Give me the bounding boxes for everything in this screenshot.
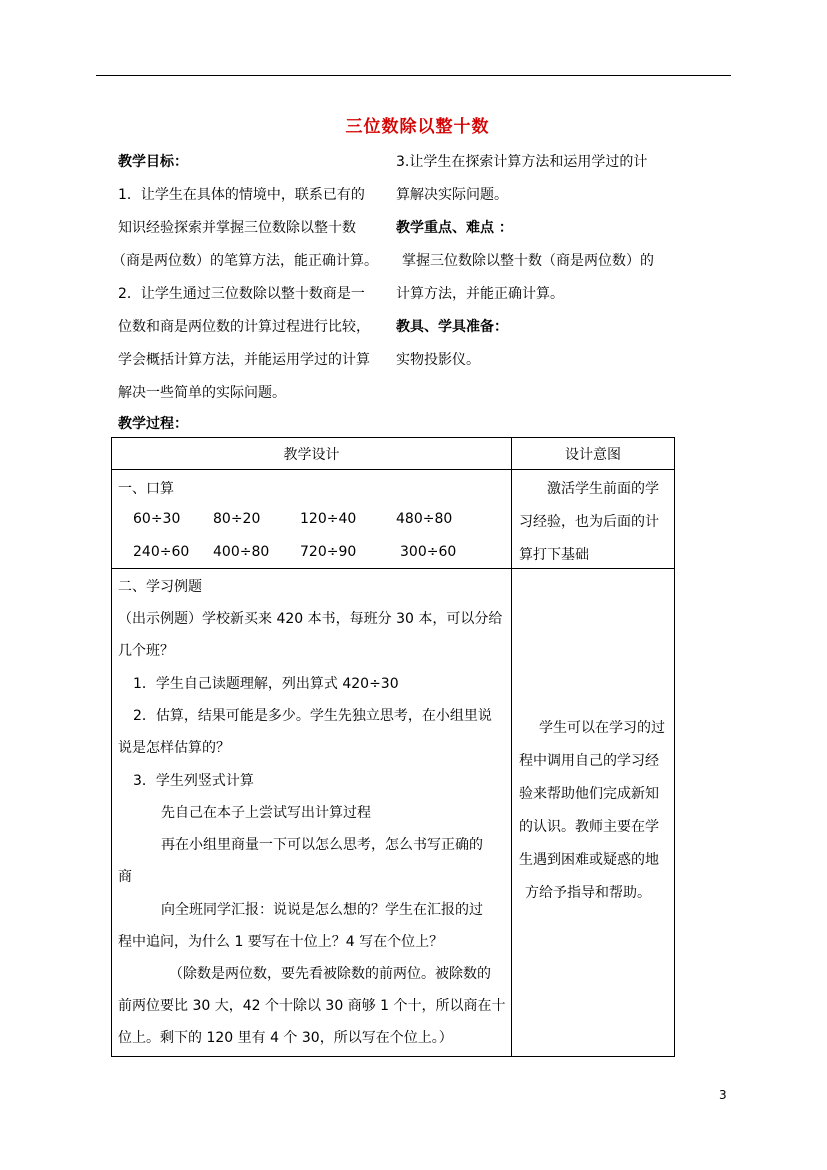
page-number: 3	[719, 1088, 727, 1102]
calc-item: 720÷90	[300, 544, 357, 560]
table-row	[112, 470, 675, 569]
table-header-row	[112, 438, 675, 470]
calc-item: 60÷30	[133, 511, 181, 527]
objectives-line: 3.让学生在探索计算方法和运用学过的计	[396, 154, 648, 170]
objectives-line: 学会概括计算方法，并能运用学过的计算	[118, 352, 370, 368]
intent-line: 激活学生前面的学	[547, 481, 659, 497]
intent-line: 算打下基础	[519, 547, 589, 563]
objectives-heading: 教学目标：	[118, 154, 188, 170]
example-line: 1．学生自己读题理解，列出算式 420÷30	[133, 676, 399, 692]
example-cell	[112, 569, 512, 1057]
intent-cell	[512, 569, 675, 1057]
key-points-heading: 教学重点、难点 ：	[396, 220, 513, 236]
oral-calc-cell	[112, 470, 512, 569]
section-title: 二、学习例题	[118, 579, 202, 595]
header-intent: 设计意图	[512, 438, 675, 470]
example-line: 几个班？	[118, 643, 174, 659]
calc-item: 480÷80	[396, 511, 453, 527]
calc-item: 80÷20	[213, 511, 261, 527]
tools-heading: 教具、学具准备：	[396, 319, 508, 335]
header-design: 教学设计	[112, 438, 512, 470]
table-row	[112, 569, 675, 1057]
example-line: （出示例题）学校新买来 420 本书，每班分 30 本，可以分给	[118, 611, 503, 627]
lesson-table	[111, 437, 675, 1057]
objectives-line: 知识经验探索并掌握三位数除以整十数	[118, 220, 356, 236]
calc-item: 120÷40	[300, 511, 357, 527]
intent-line: 方给予指导和帮助。	[525, 885, 651, 901]
objectives-line: 2．让学生通过三位数除以整十数商是一	[118, 286, 365, 302]
example-line: 商	[118, 869, 132, 885]
intent-line: 验来帮助他们完成新知	[519, 786, 659, 802]
example-line: 2．估算，结果可能是多少。学生先独立思考，在小组里说	[133, 708, 492, 724]
example-line: 再在小组里商量一下可以怎么思考，怎么书写正确的	[161, 837, 483, 853]
intent-line: 生遇到困难或疑惑的地	[519, 852, 659, 868]
objectives-line: （商是两位数）的笔算方法，能正确计算。	[112, 253, 378, 269]
header-rule	[96, 75, 731, 76]
calc-item: 240÷60	[133, 544, 190, 560]
calc-item: 300÷60	[400, 544, 457, 560]
key-points-line: 掌握三位数除以整十数（商是两位数）的	[402, 253, 654, 269]
process-heading: 教学过程：	[118, 416, 188, 432]
tools-text: 实物投影仪。	[396, 352, 480, 368]
example-line: （除数是两位数，要先看被除数的前两位。被除数的	[169, 966, 491, 982]
calc-item: 400÷80	[213, 544, 270, 560]
example-line: 3．学生列竖式计算	[133, 773, 254, 789]
objectives-line: 解决一些简单的实际问题。	[118, 385, 286, 401]
intent-cell	[512, 470, 675, 569]
intent-line: 习经验，也为后面的计	[519, 514, 659, 530]
objectives-line: 1．让学生在具体的情境中，联系已有的	[118, 187, 365, 203]
example-line: 程中追问，为什么 1 要写在十位上？4 写在个位上？	[118, 934, 444, 950]
example-line: 说是怎样估算的？	[118, 740, 230, 756]
key-points-line: 计算方法，并能正确计算。	[396, 286, 564, 302]
example-line: 先自己在本子上尝试写出计算过程	[161, 805, 371, 821]
objectives-line: 算解决实际问题。	[396, 187, 508, 203]
example-line: 位上。剩下的 120 里有 4 个 30，所以写在个位上。）	[118, 1030, 453, 1046]
intent-line: 的认识。教师主要在学	[519, 819, 659, 835]
section-title: 一、口算	[118, 481, 174, 497]
intent-line: 程中调用自己的学习经	[519, 753, 659, 769]
example-line: 向全班同学汇报：说说是怎么想的？学生在汇报的过	[161, 902, 483, 918]
intent-line: 学生可以在学习的过	[539, 720, 665, 736]
example-line: 前两位要比 30 大，42 个十除以 30 商够 1 个十，所以商在十	[118, 998, 506, 1014]
objectives-line: 位数和商是两位数的计算过程进行比较，	[118, 319, 370, 335]
page-title: 三位数除以整十数	[345, 117, 490, 137]
